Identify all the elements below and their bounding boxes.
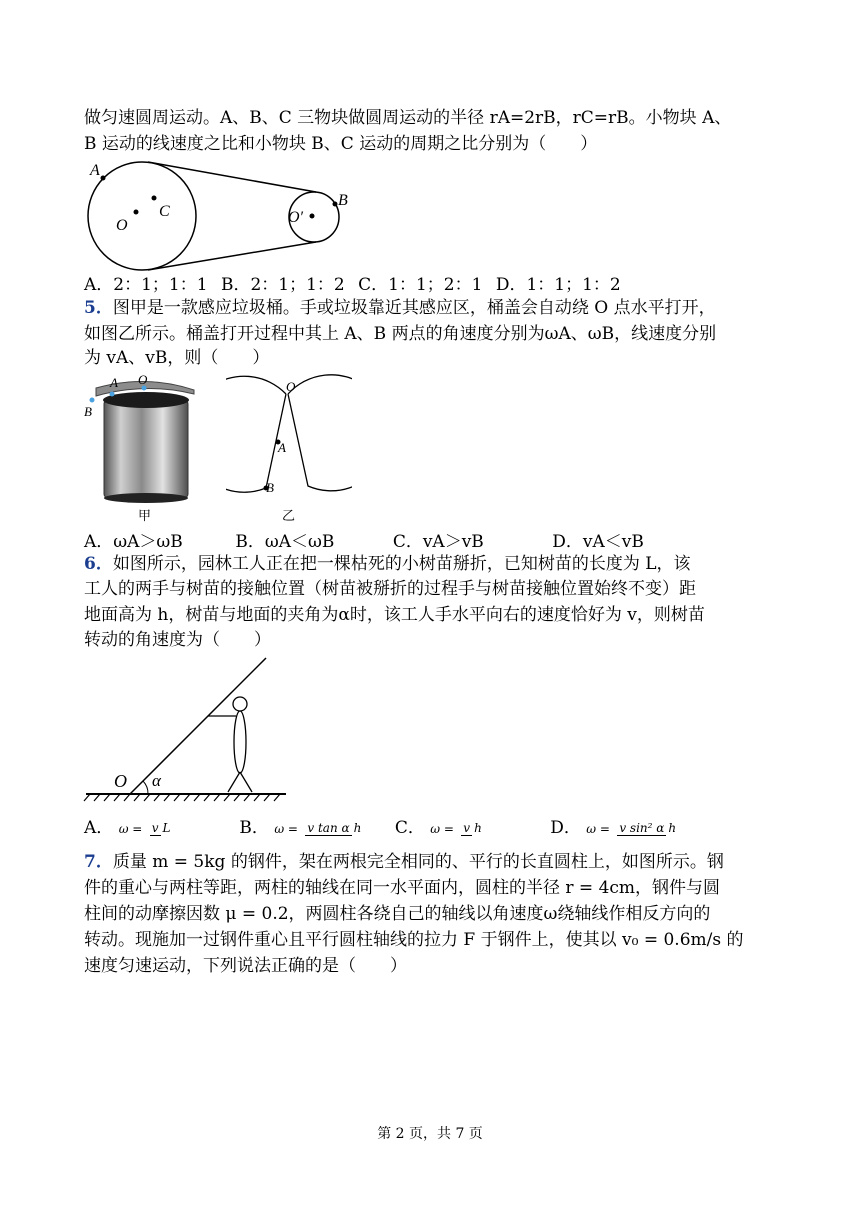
q4-option-c[interactable]: C．1：1；2：1 bbox=[358, 275, 483, 295]
q6-option-c[interactable]: C． ω = v h bbox=[394, 818, 482, 838]
sapling-label-O: O bbox=[114, 771, 127, 791]
q6-option-b[interactable]: B． ω = v tan α h bbox=[239, 818, 362, 838]
q7-line-2: 件的重心与两柱等距，两柱的轴线在同一水平面内，圆柱的半径 r = 4cm，钢件与圆 bbox=[84, 878, 721, 898]
q6-number: 6． bbox=[84, 554, 113, 574]
q6-line-2: 工人的两手与树苗的接触位置（树苗被掰折的过程手与树苗接触位置始终不变）距 bbox=[84, 579, 696, 599]
q4-line-2: B 运动的线速度之比和小物块 B、C 运动的周期之比分别为（ ） bbox=[84, 134, 598, 154]
q7-line-5: 速度匀速运动，下列说法正确的是（ ） bbox=[84, 956, 407, 976]
q4-option-d[interactable]: D．1：1；1：2 bbox=[495, 275, 621, 295]
label-O-prime: O′ bbox=[288, 209, 304, 226]
q7-line-3: 柱间的动摩擦因数 μ = 0.2，两圆柱各绕自己的轴线以角速度ω绕轴线作相反方向的 bbox=[84, 904, 711, 924]
label-C: C bbox=[159, 203, 170, 220]
belt-pulley-figure bbox=[82, 160, 362, 272]
q6-line-4: 转动的角速度为（ ） bbox=[84, 630, 271, 650]
q7-number: 7． bbox=[84, 852, 113, 872]
q4-options bbox=[84, 270, 621, 295]
can-label-A: A bbox=[110, 375, 118, 390]
q7-line-1: 7．质量 m = 5kg 的钢件，架在两根完全相同的、平行的长直圆柱上，如图所示。钢 bbox=[84, 852, 724, 872]
q6-options bbox=[84, 813, 678, 838]
q6-option-a[interactable]: A． ω = v L bbox=[84, 818, 171, 838]
lid-diagram-figure bbox=[226, 374, 352, 524]
diagram-label-B: B bbox=[266, 480, 274, 495]
q5-option-b[interactable]: B．ωA＜ωB bbox=[235, 532, 335, 552]
q5-option-c[interactable]: C．vA＞vB bbox=[392, 532, 484, 552]
trash-can-figure bbox=[82, 372, 204, 524]
q6-option-d[interactable]: D． ω = v sin² α h bbox=[550, 818, 677, 838]
label-A: A bbox=[90, 162, 100, 179]
q5-options bbox=[84, 527, 644, 552]
q7-line-4: 转动。现施加一过钢件重心且平行圆柱轴线的拉力 F 于钢件上，使其以 v₀ = 0.6m/s 的 bbox=[84, 930, 744, 950]
page-footer: 第 2 页，共 7 页 bbox=[377, 1126, 483, 1142]
q5-option-d[interactable]: D．vA＜vB bbox=[552, 532, 644, 552]
figure-yi-caption: 乙 bbox=[282, 509, 296, 524]
q5-line-3: 为 vA、vB，则（ ） bbox=[84, 348, 270, 368]
sapling-figure bbox=[82, 654, 288, 804]
label-B: B bbox=[338, 192, 348, 209]
diagram-label-O: O bbox=[286, 379, 296, 394]
q6-line-1: 6．如图所示，园林工人正在把一棵枯死的小树苗掰折，已知树苗的长度为 L，该 bbox=[84, 554, 691, 574]
sapling-label-alpha: α bbox=[152, 771, 161, 790]
q4-option-b[interactable]: B．2：1；1：2 bbox=[220, 275, 345, 295]
q5-option-a[interactable]: A．ωA＞ωB bbox=[84, 532, 183, 552]
can-label-O: O bbox=[138, 372, 148, 387]
label-O: O bbox=[116, 217, 128, 234]
q5-number: 5． bbox=[84, 298, 113, 318]
q5-line-2: 如图乙所示。桶盖打开过程中其上 A、B 两点的角速度分别为ωA、ωB，线速度分别 bbox=[84, 324, 717, 344]
q4-option-a[interactable]: A．2：1；1：1 bbox=[84, 275, 208, 295]
q6-line-3: 地面高为 h，树苗与地面的夹角为α时，该工人手水平向右的速度恰好为 v，则树苗 bbox=[84, 605, 705, 625]
figure-jia-caption: 甲 bbox=[138, 509, 152, 524]
q4-line-1: 做匀速圆周运动。A、B、C 三物块做圆周运动的半径 rA=2rB，rC=rB。小物块 A、 bbox=[84, 108, 732, 128]
q5-line-1: 5．图甲是一款感应垃圾桶。手或垃圾靠近其感应区，桶盖会自动绕 O 点水平打开， bbox=[84, 298, 716, 318]
can-label-B: B bbox=[84, 404, 92, 419]
diagram-label-A: A bbox=[278, 440, 286, 455]
